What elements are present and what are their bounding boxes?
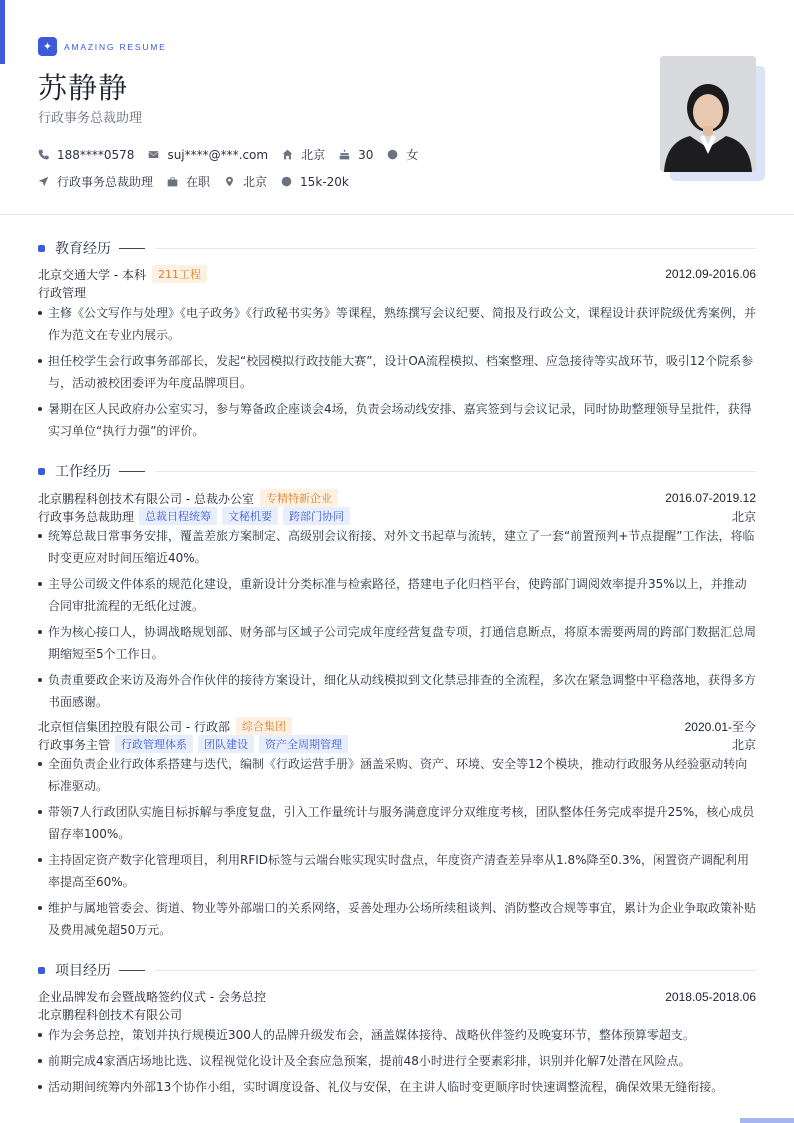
list-item: 暑期在区人民政府办公室实习，参与筹备政企座谈会4场，负责会场动线安排、嘉宾签到与会议记录，同时协助整理领导呈批件，获得实习单位“执行力强”的评价。 xyxy=(38,398,756,442)
project-org-row xyxy=(38,1006,756,1023)
work-1-role-row xyxy=(38,735,756,753)
list-item: 主修《公文写作与处理》《电子政务》《行政秘书实务》等课程，熟练撰写会议纪要、简报及行政公文，课程设计获评院级优秀案例，并作为范文在专业内展示。 xyxy=(38,302,756,346)
status-item xyxy=(167,173,210,190)
gender-icon xyxy=(387,149,398,160)
target-role-item xyxy=(38,173,153,190)
list-item: 主持固定资产数字化管理项目，利用RFID标签与云端台账实现实时盘点，年度资产清查差异率从1.8%降至0.3%，闲置资产调配利用率提高至60%。 xyxy=(38,849,756,893)
home-icon xyxy=(282,149,293,160)
work-0-header xyxy=(38,489,756,507)
project-header xyxy=(38,988,756,1005)
list-item: 统筹总裁日常事务安排，覆盖差旅方案制定、高级别会议衔接、对外文书起草与流转，建立了一套“前置预判+节点提醒”工作法，将临时变更应对时间压缩近40%。 xyxy=(38,525,756,569)
skill-tag: 团队建设 xyxy=(198,735,254,753)
education-header xyxy=(38,265,756,283)
work-date: 2020.01-至今 xyxy=(684,719,756,734)
project-bullets xyxy=(38,1024,756,1102)
resume-header xyxy=(0,0,794,215)
list-item: 活动期间统筹内外部13个协作小组，实时调度设备、礼仪与安保，在主讲人临时变更顺序时快速调整流程，确保效果无缝衔接。 xyxy=(38,1076,756,1098)
work-city: 北京 xyxy=(731,509,756,524)
project-org: 北京鹏程科创技术有限公司 xyxy=(38,1008,183,1022)
phone-icon xyxy=(38,149,49,160)
photo-frame xyxy=(660,56,756,172)
work-1-header xyxy=(38,717,756,735)
age-value: 30 xyxy=(358,147,374,162)
section-label: 项目经历 xyxy=(55,963,111,979)
section-dot xyxy=(38,245,45,252)
work-date: 2016.07-2019.12 xyxy=(665,491,756,505)
phone-item xyxy=(38,148,134,162)
gender-item xyxy=(387,146,418,163)
skill-tag: 跨部门协同 xyxy=(283,507,350,525)
skill-tag: 行政管理体系 xyxy=(115,735,193,753)
work-section-title xyxy=(38,461,756,481)
portrait-image xyxy=(660,56,756,172)
list-item: 作为会务总控，策划并执行规模近300人的品牌升级发布会，涵盖媒体接待、战略伙伴签约及晚宴环节，整体预算零超支。 xyxy=(38,1024,756,1046)
work-1-bullets xyxy=(38,753,756,945)
project-name: 企业品牌发布会暨战略签约仪式 - 会务总控 xyxy=(38,990,266,1004)
role: 行政事务总裁助理 xyxy=(38,509,135,524)
sparkle-icon: ✦ xyxy=(38,37,57,56)
major: 行政管理 xyxy=(38,286,87,300)
target-city-item xyxy=(224,173,267,190)
candidate-name: 苏静静 xyxy=(38,71,129,105)
role: 行政事务主管 xyxy=(38,737,111,752)
project-section-title xyxy=(38,960,756,980)
profile-photo xyxy=(660,56,765,181)
section-label: 工作经历 xyxy=(55,464,111,480)
list-item: 担任校学生会行政事务部部长，发起“校园模拟行政技能大赛”，设计OA流程模拟、档案整理、应急接待等实战环节，吸引12个院系参与，活动被校团委评为年度品牌项目。 xyxy=(38,350,756,394)
section-line xyxy=(155,248,756,249)
status-value: 在职 xyxy=(186,175,211,189)
list-item: 维护与属地管委会、街道、物业等外部端口的关系网络，妥善处理办公场所续租谈判、消防整改合规等事宜，累计为企业争取政策补贴及费用减免超50万元。 xyxy=(38,897,756,941)
school-tag: 211工程 xyxy=(152,265,207,283)
work-0-bullets xyxy=(38,525,756,717)
section-divider xyxy=(119,471,145,472)
project-date: 2018.05-2018.06 xyxy=(665,989,756,1004)
job-intent-row xyxy=(38,173,363,190)
list-item: 带领7人行政团队实施目标拆解与季度复盘，引入工作量统计与服务满意度评分双维度考核，团队整体任务完成率提升25%，核心成员留存率100%。 xyxy=(38,801,756,845)
list-item: 前期完成4家酒店场地比选、议程视觉化设计及全套应急预案，提前48小时进行全要素彩排，识别并化解7处潜在风险点。 xyxy=(38,1050,756,1072)
brand xyxy=(38,37,167,56)
section-line xyxy=(155,471,756,472)
location-item xyxy=(282,146,325,163)
work-0-role-row xyxy=(38,507,756,525)
company-tag: 综合集团 xyxy=(236,717,292,735)
email-item xyxy=(148,148,268,162)
school-name: 北京交通大学 - 本科 xyxy=(38,267,146,282)
brand-text: AMAZING RESUME xyxy=(64,41,167,52)
candidate-title: 行政事务总裁助理 xyxy=(38,111,143,126)
list-item: 主导公司级文件体系的规范化建设，重新设计分类标准与检索路径，搭建电子化归档平台，使跨部门调阅效率提升35%以上，并推动合同审批流程的无纸化过渡。 xyxy=(38,573,756,617)
section-dot xyxy=(38,967,45,974)
company-name: 北京鹏程科创技术有限公司 - 总裁办公室 xyxy=(38,491,254,506)
target-city-value: 北京 xyxy=(243,175,268,189)
email-value: suj****@***.com xyxy=(167,147,269,162)
list-item: 作为核心接口人，协调战略规划部、财务部与区域子公司完成年度经营复盘专项，打通信息断点，将原本需要两周的跨部门数据汇总周期缩短至5个工作日。 xyxy=(38,621,756,665)
section-divider xyxy=(119,970,145,971)
list-item: 负责重要政企来访及海外合作伙伴的接待方案设计，细化从动线模拟到文化禁忌排查的全流程，多次在紧急调整中平稳落地，获得多方书面感谢。 xyxy=(38,669,756,713)
education-section-title xyxy=(38,238,756,258)
send-icon xyxy=(38,176,49,187)
section-dot xyxy=(38,468,45,475)
phone-value: 188****0578 xyxy=(57,147,135,162)
gender-value: 女 xyxy=(406,148,419,162)
pin-icon xyxy=(224,176,235,187)
age-item xyxy=(339,148,373,162)
contact-row xyxy=(38,146,432,163)
education-date: 2012.09-2016.06 xyxy=(665,267,756,281)
skill-tag: 总裁日程统筹 xyxy=(139,507,217,525)
salary-value: 15k-20k xyxy=(300,174,349,189)
coin-icon xyxy=(281,176,292,187)
location-value: 北京 xyxy=(301,148,326,162)
bottom-accent-bar xyxy=(740,1118,794,1123)
skill-tag: 文秘机要 xyxy=(222,507,278,525)
mail-icon xyxy=(148,149,159,160)
cake-icon xyxy=(339,149,350,160)
section-label: 教育经历 xyxy=(55,241,111,257)
list-item: 全面负责企业行政体系搭建与迭代，编制《行政运营手册》涵盖采购、资产、环境、安全等12个模块，推动行政服务从经验驱动转向标准驱动。 xyxy=(38,753,756,797)
education-bullets xyxy=(38,302,756,446)
company-tag: 专精特新企业 xyxy=(260,489,338,507)
section-divider xyxy=(119,248,145,249)
target-role-value: 行政事务总裁助理 xyxy=(57,175,154,189)
work-city: 北京 xyxy=(731,737,756,752)
section-line xyxy=(155,970,756,971)
skill-tag: 资产全周期管理 xyxy=(259,735,348,753)
briefcase-icon xyxy=(167,176,178,187)
salary-item xyxy=(281,175,349,189)
education-major-row xyxy=(38,284,756,301)
company-name: 北京恒信集团控股有限公司 - 行政部 xyxy=(38,719,230,734)
